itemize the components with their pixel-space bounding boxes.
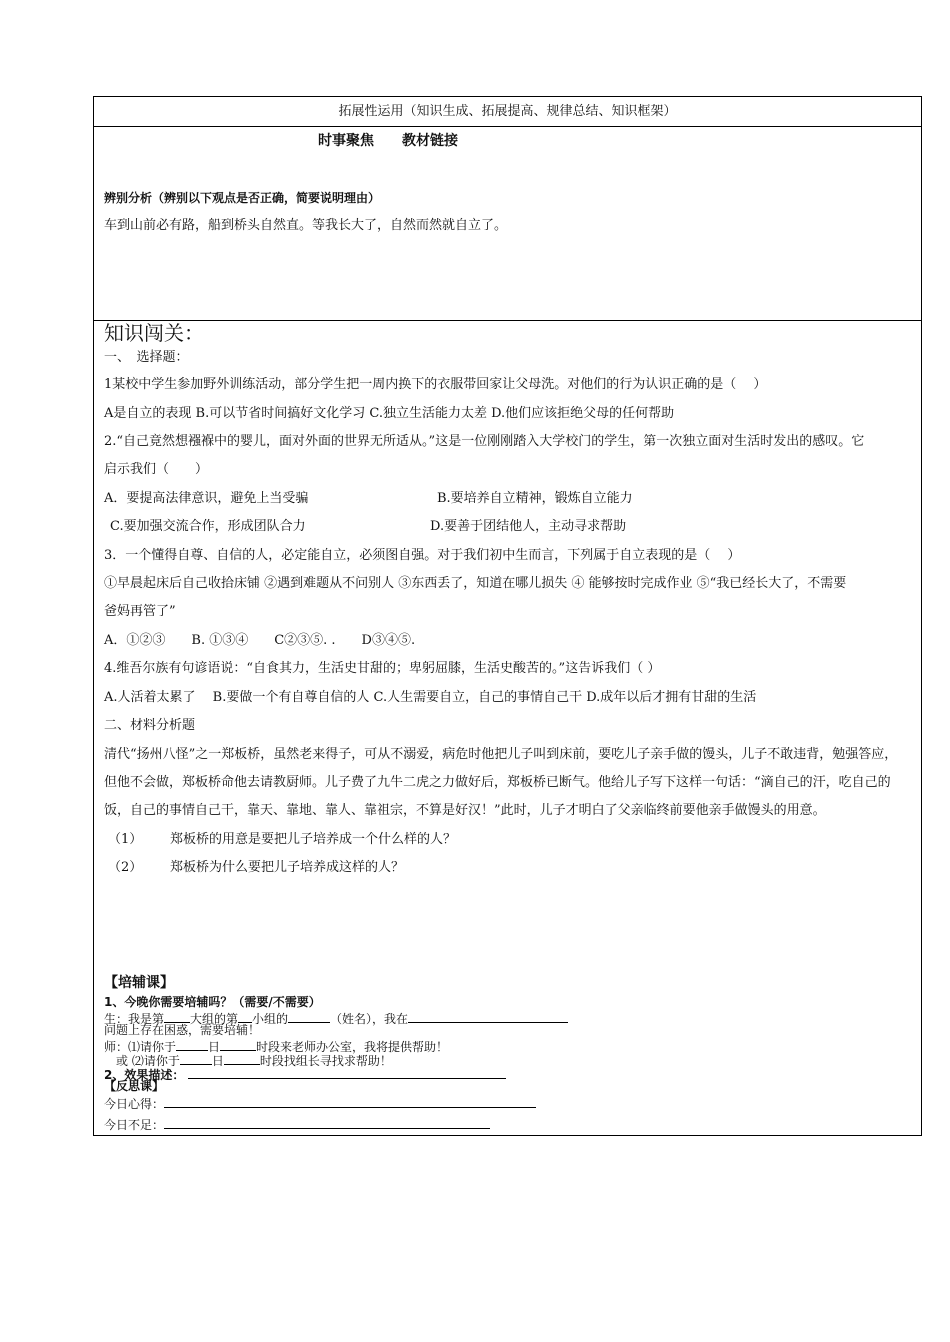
- student-label-b: 大组的第: [190, 1012, 239, 1026]
- sub-question-2-number: （2）: [108, 860, 143, 875]
- question-1: 1某校中学生参加野外训练活动，部分学生把一周内换下的衣服带回家让父母洗。对他们的行为认识正确的是（ ）: [104, 377, 767, 392]
- student-label-d: （姓名），我在: [330, 1012, 409, 1026]
- teacher-label-c: 时段来老师办公室，我将提供帮助！: [256, 1040, 449, 1054]
- question-2-option-a: A．要提高法律意识，避免上当受骗: [104, 491, 309, 506]
- lack-label: 今日不足：: [104, 1118, 165, 1132]
- student-label-c: 小组的: [252, 1012, 289, 1026]
- question-4: 4.维吾尔族有句谚语说：“自食其力，生活史甘甜的；卑躬屈膝，生活史酸苦的。”这告诉我们（ ）: [104, 661, 661, 676]
- teacher-label-b: 日: [208, 1040, 221, 1054]
- tutoring-title: 【培辅课】: [104, 975, 174, 991]
- section-material-title: 二、材料分析题: [104, 718, 196, 733]
- question-3-options: A．①②③ B. ①③④ C②③⑤. . D③④⑤.: [104, 633, 416, 648]
- question-3-items-line-2: 爸妈再管了”: [104, 604, 176, 619]
- question-2-line-1: 2.“自己竟然想襁褓中的婴儿，面对外面的世界无所适从。”这是一位刚刚踏入大学校门的学生，第一次独立面对生活时发出的感叹。它: [104, 434, 865, 449]
- section-divider: [94, 320, 921, 321]
- effect-line: [104, 1066, 506, 1082]
- teacher-date-blank[interactable]: [176, 1038, 208, 1051]
- question-3: 3．一个懂得自尊、自信的人，必定能自立，必须图自强。对于我们初中生而言，下列属于自立表现的是（ ）: [104, 548, 741, 563]
- worksheet-frame: [93, 96, 922, 1136]
- sub-question-2: 郑板桥为什么要把儿子培养成这样的人？: [170, 860, 405, 875]
- student-line-2: 问题上存在困惑，需要培辅！: [104, 1023, 261, 1037]
- question-3-items-line-1: ①早晨起床后自己收拾床铺 ②遇到难题从不问别人 ③东西丢了，知道在哪儿损失 ④ 能够按时完成作业 ⑤“我已经长大了，不需要: [104, 576, 847, 591]
- leader-label-a: 或 ⑵请你于: [104, 1054, 180, 1068]
- gain-label: 今日心得：: [104, 1097, 165, 1111]
- question-4-options: A.人活着太累了 B.要做一个有自尊自信的人 C.人生需要自立，自己的事情自己干 D.成年以后才拥有甘甜的生活: [104, 690, 757, 705]
- reflection-title: 【反思课】: [104, 1079, 165, 1093]
- teacher-time-blank[interactable]: [220, 1038, 256, 1051]
- teacher-label-a: 师：⑴请你于: [104, 1040, 177, 1054]
- group-number-blank[interactable]: [164, 1010, 190, 1023]
- question-2-option-c: C.要加强交流合作，形成团队合力: [110, 519, 306, 534]
- question-2-line-2: 启示我们（ ）: [104, 462, 209, 477]
- effect-blank[interactable]: [188, 1066, 506, 1079]
- lack-blank[interactable]: [164, 1116, 490, 1129]
- question-2-option-d: D.要善于团结他人，主动寻求帮助: [430, 519, 627, 534]
- analysis-title: 辨别分析（辨别以下观点是否正确，简要说明理由）: [104, 191, 381, 205]
- lack-line: [104, 1116, 490, 1132]
- table-header: 拓展性运用（知识生成、拓展提高、规律总结、知识框架）: [338, 104, 677, 119]
- effect-label: 2、效果描述：: [104, 1068, 185, 1082]
- tutoring-question: 1、今晚你需要培辅吗？（需要/不需要）: [104, 995, 321, 1009]
- leader-label-b: 日: [211, 1054, 224, 1068]
- focus-title: 时事聚焦 教材链接: [318, 133, 458, 149]
- question-2-option-b: B.要培养自立精神，锻炼自立能力: [437, 491, 633, 506]
- name-blank[interactable]: [288, 1010, 330, 1023]
- quiz-title: 知识闯关：: [104, 321, 204, 345]
- material-line-1: 清代“扬州八怪”之一郑板桥，虽然老来得子，可从不溺爱，病危时他把儿子叫到床前，要吃儿子亲手做的馒头，儿子不敢违背，勉强答应，: [104, 747, 898, 762]
- problem-blank[interactable]: [408, 1010, 568, 1023]
- team-number-blank[interactable]: [238, 1010, 252, 1023]
- gain-blank[interactable]: [164, 1095, 536, 1108]
- leader-label-c: 时段找组长寻找求帮助！: [259, 1054, 392, 1068]
- leader-date-blank[interactable]: [180, 1052, 212, 1065]
- question-1-options: A是自立的表现 B.可以节省时间搞好文化学习 C.独立生活能力太差 D.他们应该拒绝父母的任何帮助: [104, 406, 675, 421]
- student-label-a: 生：我是第: [104, 1012, 165, 1026]
- leader-time-blank[interactable]: [224, 1052, 260, 1065]
- section-choice-title: 一、 选择题：: [104, 350, 189, 365]
- header-divider: [94, 126, 921, 127]
- sub-question-1-number: （1）: [108, 832, 143, 847]
- sub-question-1: 郑板桥的用意是要把儿子培养成一个什么样的人？: [170, 832, 457, 847]
- material-line-2: 但他不会做，郑板桥命他去请教厨师。儿子费了九牛二虎之力做好后，郑板桥已断气。他给儿子写下这样一句话：“滴自己的汗，吃自己的: [104, 775, 891, 790]
- analysis-statement: 车到山前必有路，船到桥头自然直。等我长大了，自然而然就自立了。: [104, 218, 508, 233]
- material-line-3: 饭，自己的事情自己干，靠天、靠地、靠人、靠祖宗，不算是好汉！”此时，儿子才明白了父亲临终前要他亲手做馒头的用意。: [104, 803, 826, 818]
- gain-line: [104, 1095, 536, 1111]
